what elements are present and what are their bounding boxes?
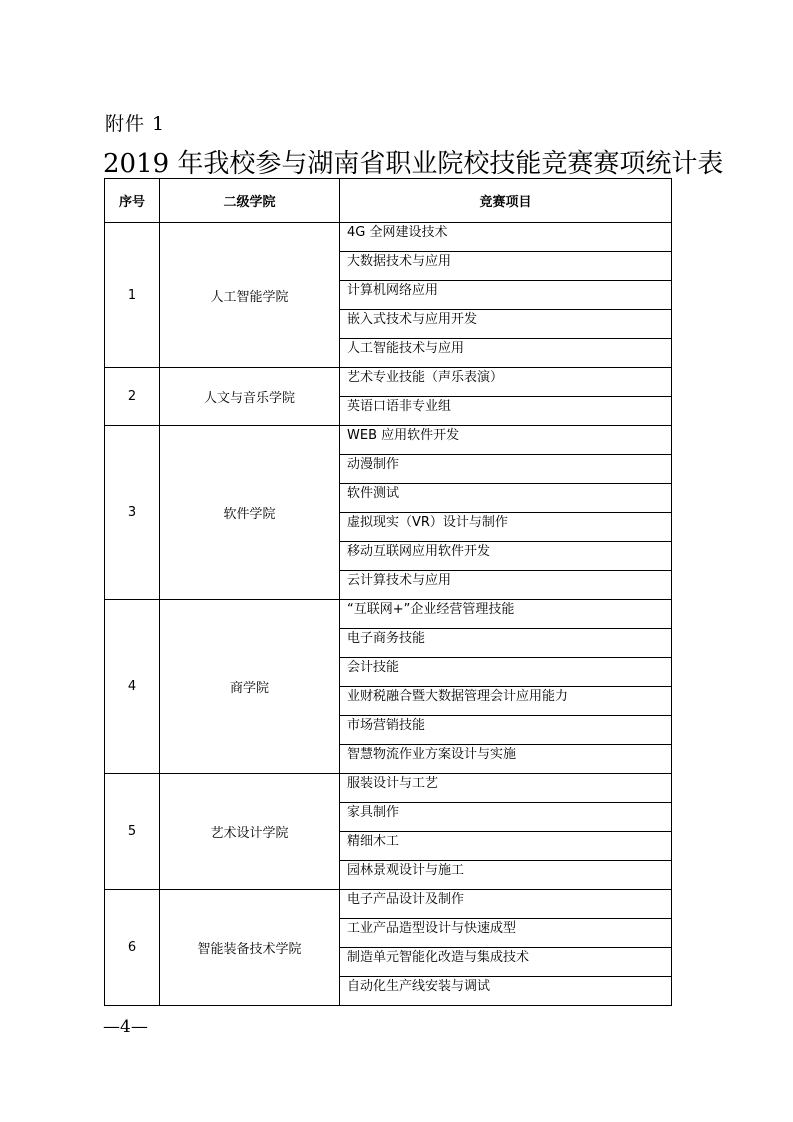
college-cell: 人文与音乐学院: [160, 368, 340, 426]
page-number: —4—: [103, 1017, 148, 1037]
competition-item-cell: 嵌入式技术与应用开发: [340, 310, 672, 339]
competition-item-cell: 业财税融合暨大数据管理会计应用能力: [340, 687, 672, 716]
table-row: [105, 774, 672, 803]
competition-item-cell: WEB 应用软件开发: [340, 426, 672, 455]
table-row: [105, 223, 672, 252]
competition-item-cell: 会计技能: [340, 658, 672, 687]
competition-item-cell: 人工智能技术与应用: [340, 339, 672, 368]
header-seq: 序号: [105, 179, 160, 223]
competition-item-cell: 软件测试: [340, 484, 672, 513]
competition-item-cell: 艺术专业技能（声乐表演）: [340, 368, 672, 397]
competition-item-cell: “互联网+”企业经营管理技能: [340, 600, 672, 629]
table-row: [105, 426, 672, 455]
competition-item-cell: 自动化生产线安装与调试: [340, 977, 672, 1006]
competition-item-cell: 家具制作: [340, 803, 672, 832]
college-cell: 艺术设计学院: [160, 774, 340, 890]
competition-item-cell: 动漫制作: [340, 455, 672, 484]
college-cell: 人工智能学院: [160, 223, 340, 368]
table-row: [105, 600, 672, 629]
seq-cell: 4: [105, 600, 160, 774]
competition-item-cell: 园林景观设计与施工: [340, 861, 672, 890]
competition-item-cell: 精细木工: [340, 832, 672, 861]
table-row: [105, 890, 672, 919]
competition-item-cell: 虚拟现实（VR）设计与制作: [340, 513, 672, 542]
competition-item-cell: 工业产品造型设计与快速成型: [340, 919, 672, 948]
competition-item-cell: 智慧物流作业方案设计与实施: [340, 745, 672, 774]
document-title: 2019 年我校参与湖南省职业院校技能竞赛赛项统计表: [103, 149, 724, 179]
table-header-row: [105, 179, 672, 223]
competition-item-cell: 电子产品设计及制作: [340, 890, 672, 919]
table-row: [105, 368, 672, 397]
college-cell: 软件学院: [160, 426, 340, 600]
competition-item-cell: 云计算技术与应用: [340, 571, 672, 600]
competition-item-cell: 服装设计与工艺: [340, 774, 672, 803]
college-cell: 智能装备技术学院: [160, 890, 340, 1006]
competition-item-cell: 计算机网络应用: [340, 281, 672, 310]
header-college: 二级学院: [160, 179, 340, 223]
seq-cell: 5: [105, 774, 160, 890]
attachment-label: 附件 1: [105, 113, 166, 135]
competition-item-cell: 英语口语非专业组: [340, 397, 672, 426]
competition-item-cell: 4G 全网建设技术: [340, 223, 672, 252]
seq-cell: 2: [105, 368, 160, 426]
competition-table: [104, 178, 672, 1006]
seq-cell: 6: [105, 890, 160, 1006]
college-cell: 商学院: [160, 600, 340, 774]
competition-item-cell: 移动互联网应用软件开发: [340, 542, 672, 571]
seq-cell: 3: [105, 426, 160, 600]
seq-cell: 1: [105, 223, 160, 368]
competition-item-cell: 制造单元智能化改造与集成技术: [340, 948, 672, 977]
competition-item-cell: 市场营销技能: [340, 716, 672, 745]
competition-item-cell: 电子商务技能: [340, 629, 672, 658]
header-items: 竞赛项目: [340, 179, 672, 223]
competition-item-cell: 大数据技术与应用: [340, 252, 672, 281]
